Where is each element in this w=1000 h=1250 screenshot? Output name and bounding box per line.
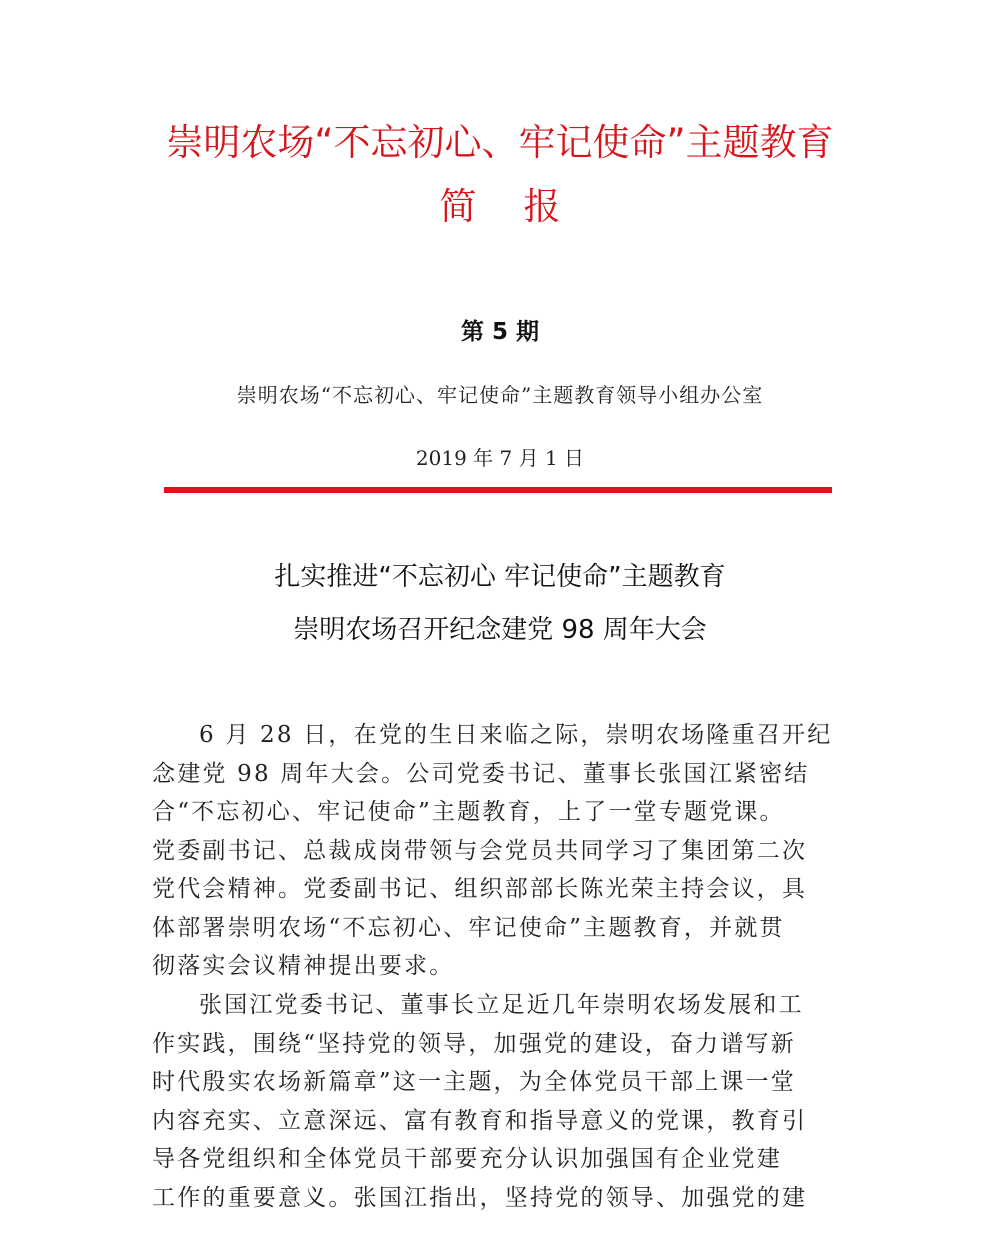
- paragraph-line: 内容充实、立意深远、富有教育和指导意义的党课，教育引: [152, 1107, 808, 1134]
- paragraph-line: 张国江党委书记、董事长立足近几年崇明农场发展和工: [199, 992, 804, 1018]
- issue-date: 2019 年 7 月 1 日: [415, 446, 585, 470]
- article-title-line-1: 扎实推进“不忘初心 牢记使命”主题教育: [274, 562, 726, 592]
- paragraph-line: 党代会精神。党委副书记、组织部部长陈光荣主持会议，具: [152, 876, 808, 902]
- paragraph-line: 念建党 98 周年大会。公司党委书记、董事长张国江紧密结: [152, 760, 810, 787]
- paragraph-line: 体部署崇明农场“不忘初心、牢记使命”主题教育，并就贯: [152, 914, 785, 941]
- issue-number: 第 5 期: [460, 319, 540, 345]
- article-paragraph-1: [152, 716, 852, 986]
- paragraph-line: 作实践，围绕“坚持党的领导，加强党的建设，奋力谱写新: [152, 1030, 796, 1057]
- paragraph-line: 时代殷实农场新篇章”这一主题，为全体党员干部上课一堂: [152, 1069, 796, 1095]
- paragraph-line: 彻落实会议精神提出要求。: [152, 953, 455, 979]
- paragraph-line: 导各党组织和全体党员干部要充分认识加强国有企业党建: [152, 1146, 782, 1172]
- article-paragraph-2: [152, 986, 852, 1217]
- paragraph-line: 6 月 28 日，在党的生日来临之际，崇明农场隆重召开纪: [199, 722, 833, 748]
- article-title-line-2: 崇明农场召开纪念建党 98 周年大会: [293, 615, 707, 645]
- paragraph-line: 工作的重要意义。张国江指出，坚持党的领导、加强党的建: [152, 1184, 808, 1211]
- bulletin-subtitle: 简 报: [439, 185, 561, 228]
- bulletin-title: 崇明农场“不忘初心、牢记使命”主题教育: [166, 121, 834, 164]
- paragraph-line: 合“不忘初心、牢记使命”主题教育，上了一堂专题党课。: [152, 799, 785, 825]
- red-divider: [164, 487, 832, 493]
- issuing-office: 崇明农场“不忘初心、牢记使命”主题教育领导小组办公室: [236, 383, 764, 407]
- paragraph-line: 党委副书记、总裁成岗带领与会党员共同学习了集团第二次: [152, 837, 808, 864]
